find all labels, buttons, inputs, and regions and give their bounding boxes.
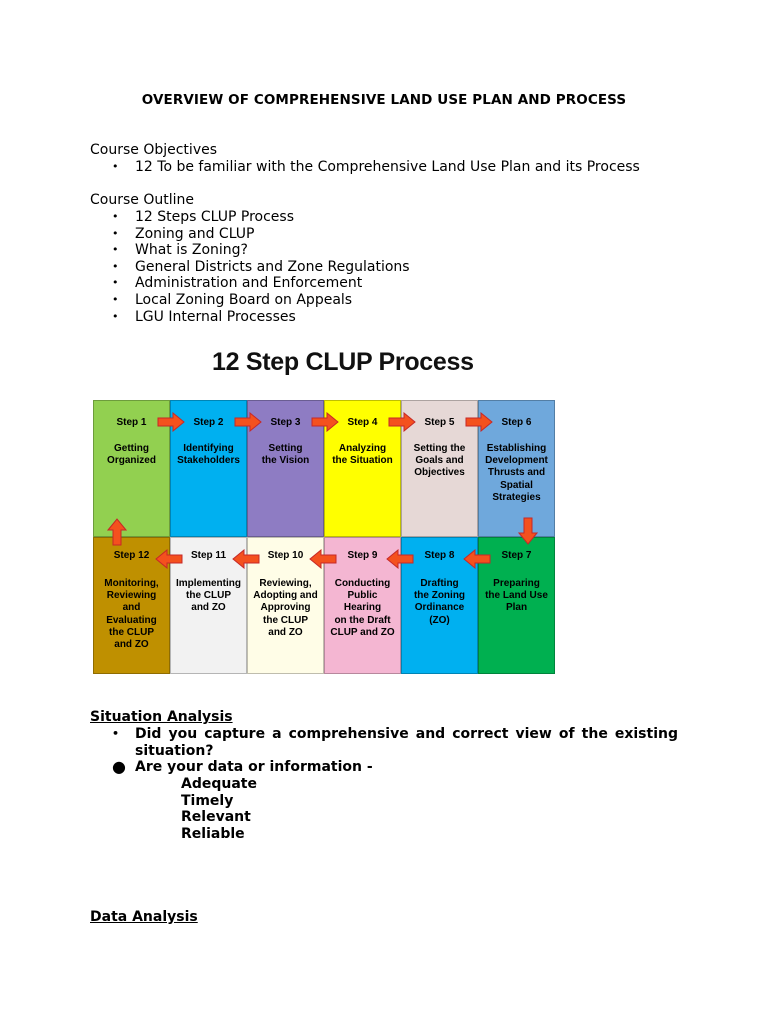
arrow-left-icon	[309, 549, 337, 569]
step-description: Getting Organized	[107, 443, 156, 467]
step-label: Step 10	[267, 550, 304, 561]
step-label: Step 1	[116, 417, 147, 428]
step-label: Step 4	[347, 417, 378, 428]
step-label: Step 5	[424, 417, 455, 428]
arrow-left-icon	[386, 549, 414, 569]
step-description: Drafting the Zoning Ordinance (ZO)	[413, 578, 466, 626]
objectives-heading: Course Objectives	[90, 142, 218, 158]
criteria-item: Relevant	[181, 809, 251, 826]
step-description: Setting the Goals and Objectives	[413, 443, 466, 479]
step-label: Step 3	[270, 417, 301, 428]
data-analysis-heading: Data Analysis	[90, 909, 198, 925]
question-text: Are your data or information -	[135, 759, 373, 776]
bullet: ●	[112, 757, 126, 777]
arrow-right-icon	[311, 412, 339, 432]
arrow-left-icon	[232, 549, 260, 569]
situation-analysis-heading: Situation Analysis	[90, 709, 233, 725]
outline-list	[90, 209, 410, 325]
question-text: Did you capture a comprehensive and correct view of the existing situation?	[135, 726, 678, 759]
course-objectives	[90, 142, 640, 176]
step-description: Implementing the CLUP and ZO	[175, 578, 241, 614]
arrow-right-icon	[157, 412, 185, 432]
objectives-list	[90, 159, 640, 176]
list-item	[90, 759, 678, 776]
step-label: Step 9	[347, 550, 378, 561]
list-item	[90, 726, 678, 759]
outline-heading: Course Outline	[90, 192, 194, 208]
list-item: • Zoning and CLUP	[90, 226, 410, 243]
bullet: •	[112, 727, 120, 740]
list-item: • What is Zoning?	[90, 242, 410, 259]
criteria-item: Timely	[181, 792, 234, 809]
document-title: OVERVIEW OF COMPREHENSIVE LAND USE PLAN AND PROCESS	[141, 92, 627, 108]
step-description: Monitoring, Reviewing and Evaluating the CLUP and ZO	[104, 578, 159, 651]
step-label: Step 12	[113, 550, 150, 561]
diagram-title: 12 Step CLUP Process	[212, 348, 474, 376]
criteria-item: Reliable	[181, 826, 245, 843]
criteria-item: Adequate	[181, 775, 257, 792]
list-item: • LGU Internal Processes	[90, 309, 410, 326]
step-label: Step 8	[424, 550, 455, 561]
step-label: Step 11	[190, 550, 227, 561]
list-item: • Local Zoning Board on Appeals	[90, 292, 410, 309]
step-label: Step 7	[501, 550, 532, 561]
step-description: Identifying Stakeholders	[177, 443, 240, 467]
arrow-left-icon	[463, 549, 491, 569]
clup-process-diagram	[93, 400, 555, 674]
arrow-up-icon	[107, 518, 127, 546]
step-description: Preparing the Land Use Plan	[485, 578, 548, 614]
situation-analysis-list	[90, 726, 678, 843]
list-item: • 12 Steps CLUP Process	[90, 209, 410, 226]
arrow-right-icon	[388, 412, 416, 432]
arrow-right-icon	[465, 412, 493, 432]
list-item: • General Districts and Zone Regulations	[90, 259, 410, 276]
step-description: Analyzing the Situation	[332, 443, 393, 467]
arrow-left-icon	[155, 549, 183, 569]
arrow-down-icon	[518, 517, 538, 545]
course-outline	[90, 192, 410, 325]
step-description: Establishing Development Thrusts and Spatial Strategies	[485, 443, 548, 503]
step-label: Step 2	[193, 417, 224, 428]
step-description: Conducting Public Hearing on the Draft CLUP and ZO	[330, 578, 395, 638]
step-description: Reviewing, Adopting and Approving the CLUP and ZO	[253, 578, 318, 638]
step-description: Setting the Vision	[261, 443, 310, 467]
arrow-right-icon	[234, 412, 262, 432]
step-label: Step 6	[501, 417, 532, 428]
list-item: • 12 To be familiar with the Comprehensive Land Use Plan and its Process	[90, 159, 640, 176]
list-item: • Administration and Enforcement	[90, 275, 410, 292]
